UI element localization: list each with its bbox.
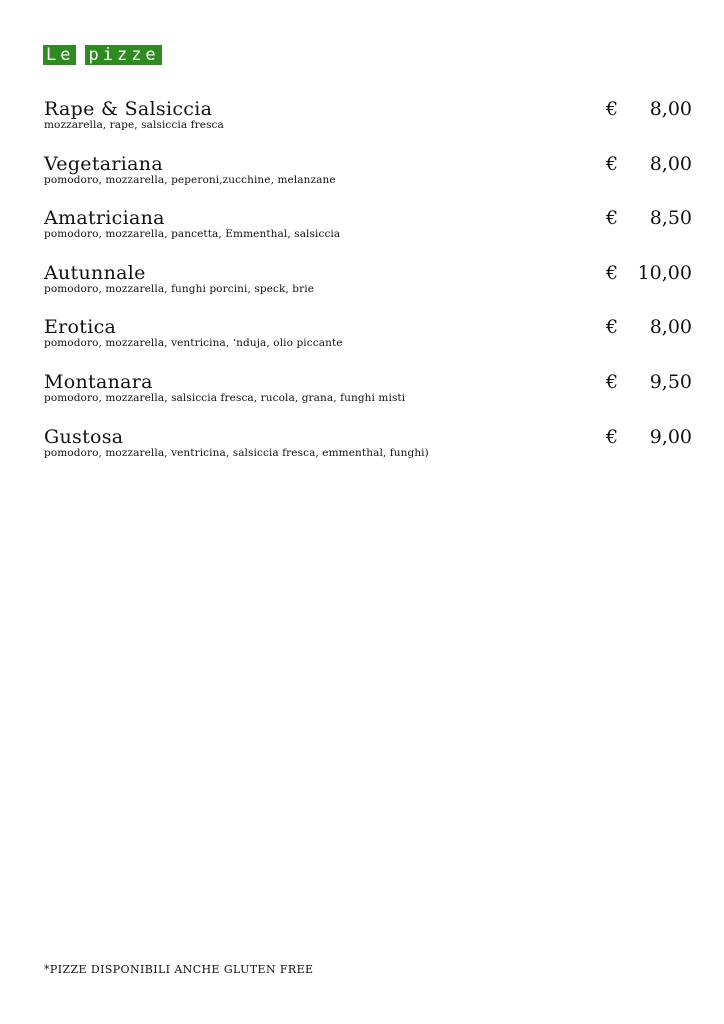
menu-item-autunnale <box>44 262 692 317</box>
item-description: pomodoro, mozzarella, pancetta, Emmenthal, salsiccia <box>44 228 341 241</box>
title-word-pizze: pizze <box>85 45 161 65</box>
item-description: pomodoro, mozzarella, ventricina, salsiccia fresca, emmenthal, funghi) <box>44 446 429 459</box>
menu-item-vegetariana <box>44 153 692 208</box>
item-description: pomodoro, mozzarella, salsiccia fresca, rucola, grana, funghi misti <box>44 391 406 404</box>
currency-symbol: € <box>606 98 619 120</box>
price-value: 8,00 <box>649 152 692 175</box>
item-name: Amatriciana <box>44 207 165 230</box>
menu-item-rape-salsiccia <box>44 98 692 153</box>
item-name: Autunnale <box>44 261 146 284</box>
item-description: mozzarella, rape, salsiccia fresca <box>44 119 224 131</box>
price-value: 8,50 <box>649 207 692 230</box>
item-name: Erotica <box>44 316 117 339</box>
item-price <box>606 207 692 229</box>
item-description: pomodoro, mozzarella, ventricina, ‘nduja, olio piccante <box>44 337 343 350</box>
menu-item-gustosa <box>44 426 692 481</box>
item-description: pomodoro, mozzarella, funghi porcini, speck, brie <box>44 282 315 295</box>
price-value: 9,00 <box>649 425 692 448</box>
currency-symbol: € <box>606 316 619 339</box>
gluten-free-note: *PIZZE DISPONIBILI ANCHE GLUTEN FREE <box>44 963 314 976</box>
page-title <box>43 45 162 65</box>
currency-symbol: € <box>606 370 619 393</box>
currency-symbol: € <box>606 152 619 175</box>
item-price <box>606 426 692 448</box>
price-value: 10,00 <box>637 261 692 284</box>
item-name: Montanara <box>44 370 153 393</box>
item-price <box>606 98 692 120</box>
item-price <box>606 153 692 175</box>
item-price <box>606 262 692 284</box>
price-value: 9,50 <box>649 370 692 393</box>
menu-item-montanara <box>44 371 692 426</box>
item-name: Gustosa <box>44 425 124 448</box>
item-name: Vegetariana <box>44 152 163 175</box>
currency-symbol: € <box>606 207 619 230</box>
price-value: 8,00 <box>649 316 692 339</box>
menu-item-erotica <box>44 316 692 371</box>
menu-item-amatriciana <box>44 207 692 262</box>
pizza-menu-list <box>44 98 692 480</box>
item-description: pomodoro, mozzarella, peperoni,zucchine, melanzane <box>44 173 336 186</box>
currency-symbol: € <box>606 261 619 284</box>
item-name: Rape & Salsiccia <box>44 98 213 120</box>
item-price <box>606 316 692 338</box>
price-value: 8,00 <box>649 98 692 120</box>
item-price <box>606 371 692 393</box>
title-word-le: Le <box>43 45 76 65</box>
currency-symbol: € <box>606 425 619 448</box>
